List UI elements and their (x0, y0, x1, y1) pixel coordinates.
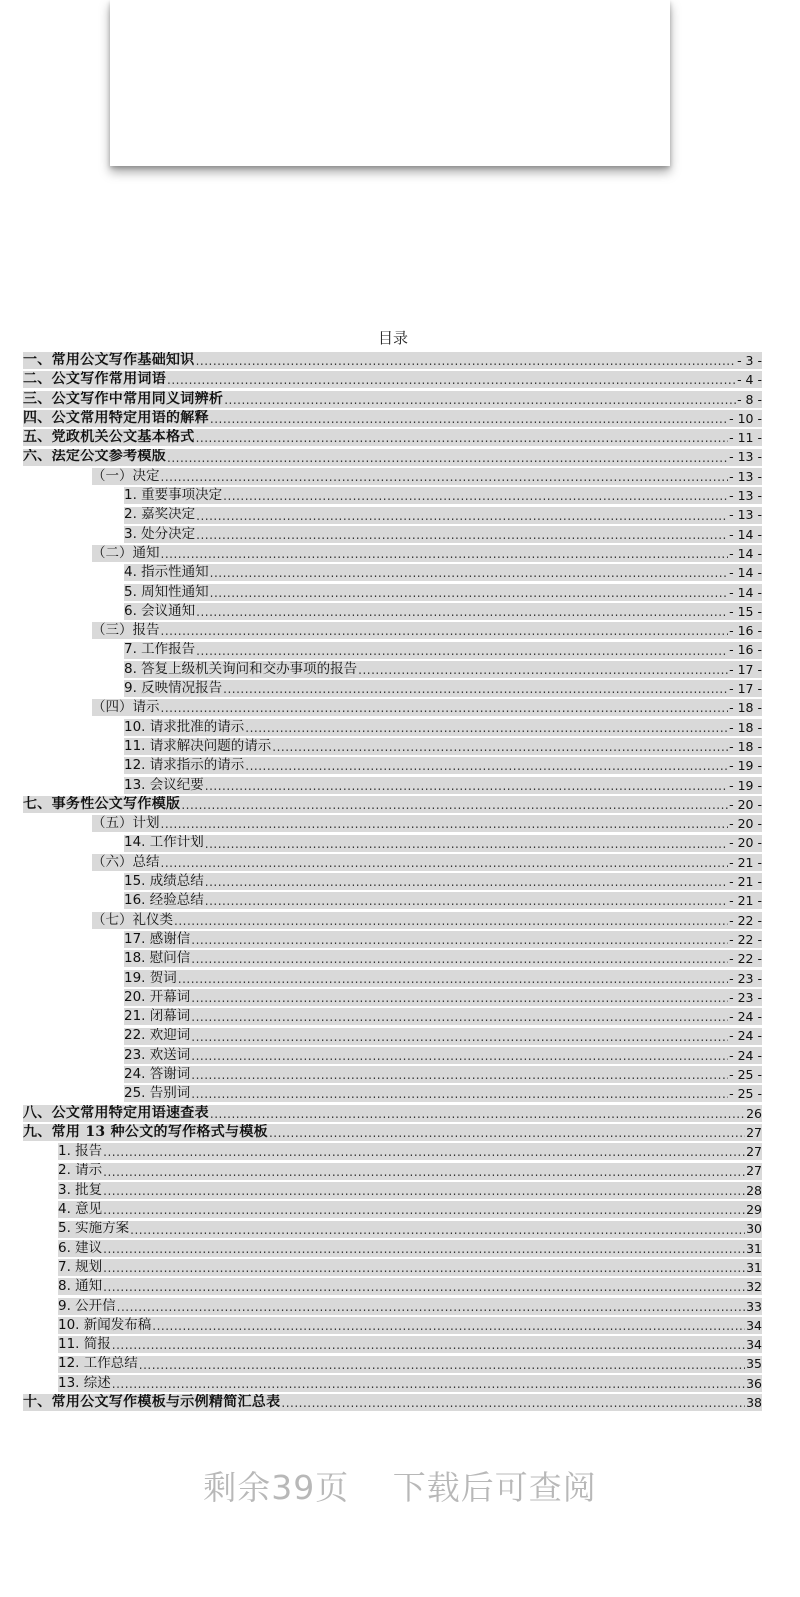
toc-leader-dots (205, 777, 728, 794)
toc-leader-dots (161, 622, 729, 639)
toc-entry-highlight (23, 1394, 762, 1411)
toc-entry[interactable] (0, 1123, 800, 1142)
toc-entry-page: 31 (746, 1259, 762, 1275)
toc-entry[interactable] (0, 776, 800, 795)
toc-entry[interactable] (0, 1161, 800, 1180)
preview-top-area (0, 0, 800, 310)
toc-leader-dots (205, 892, 728, 909)
toc-entry-page: - 8 - (737, 391, 762, 407)
toc-leader-dots (103, 1278, 745, 1295)
toc-leader-dots (205, 873, 728, 890)
toc-entry-label: 12. 工作总结 (58, 1355, 138, 1372)
toc-entry-page: - 22 - (729, 951, 762, 967)
toc-leader-dots (191, 950, 728, 967)
toc-entry-page: - 16 - (729, 642, 762, 658)
toc-entry-label: （七）礼仪类 (92, 911, 173, 928)
toc-entry-page: - 15 - (729, 603, 762, 619)
toc-leader-dots (196, 507, 728, 524)
toc-entry-highlight (124, 950, 762, 967)
toc-entry-label: 3. 处分决定 (124, 525, 196, 542)
toc-entry[interactable] (0, 1277, 800, 1296)
toc-leader-dots (174, 912, 728, 929)
toc-entry-highlight (124, 1085, 762, 1102)
toc-leader-dots (152, 1317, 745, 1334)
toc-entry[interactable] (0, 1142, 800, 1161)
toc-entry-label: （三）报告 (92, 622, 160, 639)
toc-entry[interactable] (0, 756, 800, 775)
toc-entry-page: - 10 - (729, 410, 762, 426)
toc-leader-dots (245, 719, 728, 736)
toc-entry-page: - 21 - (729, 893, 762, 909)
toc-entry-highlight (124, 873, 762, 890)
toc-leader-dots (139, 1356, 745, 1373)
toc-entry-label: 12. 请求指示的请示 (124, 757, 245, 774)
toc-entry-highlight (58, 1201, 762, 1218)
toc-entry-page: - 14 - (729, 565, 762, 581)
toc-entry-label: 十、常用公文写作模板与示例精简汇总表 (23, 1394, 281, 1411)
toc-entry[interactable] (0, 370, 800, 389)
toc-entry[interactable] (0, 467, 800, 486)
toc-entry-highlight (58, 1240, 762, 1257)
toc-entry-page: - 18 - (729, 700, 762, 716)
toc-entry-label: 1. 重要事项决定 (124, 487, 223, 504)
toc-entry[interactable] (0, 1393, 800, 1412)
toc-leader-dots (161, 468, 729, 485)
toc-entry-label: 22. 欢迎词 (124, 1027, 191, 1044)
toc-entry[interactable] (0, 679, 800, 698)
toc-leader-dots (272, 738, 728, 755)
toc-leader-dots (103, 1259, 745, 1276)
toc-entry-label: 4. 指示性通知 (124, 564, 209, 581)
toc-entry[interactable] (0, 1065, 800, 1084)
download-to-view-text[interactable]: 下载后可查阅 (392, 1468, 597, 1507)
toc-leader-dots (196, 429, 729, 446)
toc-entry[interactable] (0, 505, 800, 524)
toc-entry[interactable] (0, 833, 800, 852)
toc-entry[interactable] (0, 1026, 800, 1045)
toc-entry-highlight (58, 1163, 762, 1180)
toc-entry-page: - 16 - (729, 623, 762, 639)
toc-entry-highlight (23, 449, 762, 466)
toc-entry[interactable] (0, 447, 800, 466)
toc-leader-dots (224, 391, 736, 408)
previous-page-preview (110, 0, 670, 166)
toc-entry-page: - 17 - (729, 661, 762, 677)
toc-entry[interactable] (0, 486, 800, 505)
toc-entry-page: - 18 - (729, 719, 762, 735)
toc-entry-highlight (23, 410, 762, 427)
toc-entry[interactable] (0, 1200, 800, 1219)
toc-entry[interactable] (0, 949, 800, 968)
toc-leader-dots (196, 526, 728, 543)
toc-leader-dots (117, 1298, 745, 1315)
toc-entry-label: 2. 嘉奖决定 (124, 506, 196, 523)
toc-entry-label: 19. 贺词 (124, 969, 177, 986)
toc-leader-dots (210, 410, 728, 427)
toc-leader-dots (103, 1201, 745, 1218)
toc-entry-page: - 4 - (737, 372, 762, 388)
toc-entry-label: 14. 工作计划 (124, 834, 204, 851)
toc-entry-page: - 20 - (729, 835, 762, 851)
toc-entry-label: 9. 反映情况报告 (124, 680, 223, 697)
toc-entry-label: 21. 闭幕词 (124, 1008, 191, 1025)
toc-entry-page: - 22 - (729, 912, 762, 928)
toc-entry[interactable] (0, 1297, 800, 1316)
toc-entry-highlight (92, 545, 762, 562)
toc-leader-dots (112, 1375, 745, 1392)
toc-entry-label: 15. 成绩总结 (124, 873, 204, 890)
toc-entry-page: - 24 - (729, 1047, 762, 1063)
toc-entry-label: 七、事务性公文写作模版 (23, 795, 181, 812)
toc-entry-page: - 23 - (729, 989, 762, 1005)
toc-entry-label: 1. 报告 (58, 1143, 103, 1160)
toc-entry-highlight (124, 507, 762, 524)
toc-leader-dots (210, 584, 728, 601)
toc-entry-highlight (124, 661, 762, 678)
toc-entry-label: 13. 综述 (58, 1374, 111, 1391)
toc-leader-dots (191, 989, 728, 1006)
toc-entry-page: - 19 - (729, 758, 762, 774)
toc-leader-dots (191, 1008, 728, 1025)
toc-entry-highlight (58, 1336, 762, 1353)
toc-leader-dots (281, 1394, 745, 1411)
toc-entry-label: 17. 感谢信 (124, 931, 191, 947)
toc-entry-highlight (124, 892, 762, 909)
toc-entry-page: - 22 - (729, 931, 762, 947)
toc-entry-label: 3. 批复 (58, 1181, 103, 1198)
toc-entry-label: 11. 请求解决问题的请示 (124, 738, 272, 754)
toc-entry-label: 7. 规划 (58, 1259, 103, 1275)
toc-entry-highlight (58, 1317, 762, 1334)
toc-entry[interactable] (0, 640, 800, 659)
toc-leader-dots (167, 449, 728, 466)
toc-entry-label: 16. 经验总结 (124, 892, 204, 909)
remaining-pages-text[interactable]: 剩余39页 (203, 1468, 350, 1507)
toc-leader-dots (167, 371, 736, 388)
toc-entry-highlight (124, 777, 762, 794)
toc-entry-highlight (124, 584, 762, 601)
toc-entry-highlight (124, 526, 762, 543)
toc-entry[interactable] (0, 1104, 800, 1123)
toc-leader-dots (103, 1182, 745, 1199)
toc-entry-highlight (124, 1047, 762, 1064)
toc-entry-label: （六）总结 (92, 853, 160, 870)
toc-leader-dots (191, 1028, 728, 1045)
toc-entry-page: - 13 - (729, 488, 762, 504)
toc-entry-page: - 13 - (729, 468, 762, 484)
toc-entry-highlight (58, 1356, 762, 1373)
toc-entry[interactable] (0, 737, 800, 756)
toc-entry-highlight (58, 1298, 762, 1315)
toc-entry-highlight (124, 1008, 762, 1025)
toc-entry-highlight (92, 699, 762, 716)
toc-entry-label: 五、党政机关公文基本格式 (23, 429, 195, 446)
toc-leader-dots (245, 757, 728, 774)
toc-leader-dots (196, 642, 728, 659)
toc-entry-highlight (124, 1066, 762, 1083)
toc-entry-label: （一）决定 (92, 467, 160, 484)
toc-entry-label: 9. 公开信 (58, 1297, 116, 1314)
toc-entry-label: 6. 建议 (58, 1239, 103, 1256)
toc-leader-dots (191, 1085, 728, 1102)
toc-entry[interactable] (0, 409, 800, 428)
toc-entry-highlight (23, 1105, 762, 1122)
toc-entry-highlight (124, 989, 762, 1006)
toc-entry-highlight (58, 1278, 762, 1295)
toc-entry-page: - 21 - (729, 854, 762, 870)
toc-entry-label: （二）通知 (92, 545, 160, 561)
toc-entry-page: - 20 - (729, 816, 762, 832)
toc-leader-dots (103, 1143, 745, 1160)
toc-entry-highlight (124, 564, 762, 581)
toc-entry[interactable] (0, 602, 800, 621)
toc-entry[interactable] (0, 814, 800, 833)
toc-entry-page: - 13 - (729, 449, 762, 465)
toc-leader-dots (161, 815, 729, 832)
toc-entry-highlight (23, 391, 762, 408)
toc-leader-dots (196, 352, 736, 369)
toc-leader-dots (223, 680, 728, 697)
toc-entry-highlight (124, 931, 762, 948)
toc-entry-page: - 25 - (729, 1066, 762, 1082)
toc-entry-page: 34 (746, 1317, 762, 1333)
toc-entry[interactable] (0, 428, 800, 447)
toc-entry-highlight (92, 468, 762, 485)
toc-entry-highlight (124, 835, 762, 852)
toc-entry-page: 31 (746, 1240, 762, 1256)
toc-entry[interactable] (0, 969, 800, 988)
toc-entry[interactable] (0, 911, 800, 930)
toc-entry-label: 三、公文写作中常用同义词辨析 (23, 390, 224, 407)
toc-entry-label: 23. 欢送词 (124, 1046, 191, 1063)
toc-entry[interactable] (0, 544, 800, 563)
toc-entry-highlight (58, 1182, 762, 1199)
toc-entry-page: 27 (746, 1144, 762, 1160)
toc-leader-dots (210, 564, 728, 581)
toc-entry-page: 34 (746, 1337, 762, 1353)
toc-entry[interactable] (0, 390, 800, 409)
toc-entry-page: - 19 - (729, 777, 762, 793)
toc-entry-label: 6. 会议通知 (124, 603, 196, 619)
toc-entry-page: 30 (746, 1221, 762, 1237)
toc-entry-highlight (92, 815, 762, 832)
toc-entry[interactable] (0, 583, 800, 602)
toc-entry-label: 5. 周知性通知 (124, 583, 209, 600)
download-prompt[interactable] (0, 1462, 800, 1509)
toc-entry-highlight (23, 429, 762, 446)
toc-entry-label: 10. 新闻发布稿 (58, 1316, 152, 1333)
toc-entry-label: 18. 慰问信 (124, 950, 191, 967)
toc-entry-highlight (58, 1259, 762, 1276)
toc-entry[interactable] (0, 621, 800, 640)
toc-entry-label: （五）计划 (92, 815, 160, 832)
toc-entry-highlight (92, 854, 762, 871)
toc-entry-page: 28 (746, 1182, 762, 1198)
toc-entry-page: 29 (746, 1202, 762, 1218)
toc-entry[interactable] (0, 1239, 800, 1258)
toc-entry-page: 33 (746, 1298, 762, 1314)
toc-entry[interactable] (0, 988, 800, 1007)
toc-entry-label: （四）请示 (92, 699, 160, 716)
toc-entry-highlight (124, 680, 762, 697)
toc-entry[interactable] (0, 1258, 800, 1277)
toc-entry-page: - 20 - (729, 796, 762, 812)
toc-leader-dots (205, 835, 728, 852)
toc-entry-page: - 24 - (729, 1028, 762, 1044)
toc-leader-dots (191, 1066, 728, 1083)
toc-leader-dots (358, 661, 728, 678)
toc-entry-label: 4. 意见 (58, 1201, 103, 1218)
toc-leader-dots (103, 1240, 745, 1257)
toc-leader-dots (196, 603, 728, 620)
toc-entry-highlight (124, 719, 762, 736)
toc-entry[interactable] (0, 563, 800, 582)
toc-entry-label: 8. 答复上级机关询问和交办事项的报告 (124, 660, 358, 677)
toc-entry[interactable] (0, 351, 800, 370)
toc-title: 目录 (377, 329, 408, 347)
toc-entry-page: 27 (746, 1163, 762, 1179)
toc-entry-highlight (92, 622, 762, 639)
toc-entry[interactable] (0, 795, 800, 814)
toc-entry-page: 27 (746, 1124, 762, 1140)
toc-entry-highlight (124, 642, 762, 659)
toc-entry-label: 11. 简报 (58, 1336, 111, 1353)
toc-entry[interactable] (0, 891, 800, 910)
toc-entry-label: 六、法定公文参考模版 (23, 448, 166, 465)
toc-entry-page: - 21 - (729, 874, 762, 890)
toc-leader-dots (161, 854, 729, 871)
toc-entry[interactable] (0, 660, 800, 679)
toc-entry[interactable] (0, 1316, 800, 1335)
toc-entry[interactable] (0, 1084, 800, 1103)
toc-leader-dots (269, 1124, 745, 1141)
toc-entry-label: 八、公文常用特定用语速查表 (23, 1104, 209, 1121)
toc-leader-dots (181, 796, 728, 813)
toc-entry-highlight (58, 1375, 762, 1392)
toc-entry-label: 13. 会议纪要 (124, 776, 204, 793)
toc-leader-dots (161, 545, 729, 562)
toc-entry-page: - 13 - (729, 507, 762, 523)
toc-entry-page: - 11 - (729, 430, 762, 446)
toc-entry-label: 一、常用公文写作基础知识 (23, 352, 195, 368)
toc-entry[interactable] (0, 930, 800, 949)
toc-entry[interactable] (0, 1007, 800, 1026)
toc-entry-label: 7. 工作报告 (124, 641, 196, 658)
toc-entry-label: 10. 请求批准的请示 (124, 718, 245, 735)
toc-entry-page: 38 (746, 1395, 762, 1411)
toc-entry-highlight (124, 738, 762, 755)
toc-entry-highlight (92, 912, 762, 929)
toc-entry-label: 2. 请示 (58, 1162, 103, 1179)
toc-entry-page: - 18 - (729, 738, 762, 754)
toc-entry-page: - 24 - (729, 1009, 762, 1025)
toc-entry-page: - 25 - (729, 1086, 762, 1102)
toc-entry[interactable] (0, 1181, 800, 1200)
toc-entry-page: - 14 - (729, 584, 762, 600)
toc-leader-dots (191, 1047, 728, 1064)
toc-entry[interactable] (0, 1046, 800, 1065)
toc-entry-page: 35 (746, 1356, 762, 1372)
toc-leader-dots (130, 1221, 745, 1238)
toc-leader-dots (112, 1336, 745, 1353)
toc-entry[interactable] (0, 853, 800, 872)
toc-entry[interactable] (0, 1354, 800, 1373)
toc-entry-label: 25. 告别词 (124, 1085, 191, 1102)
toc-entry-label: 四、公文常用特定用语的解释 (23, 410, 209, 426)
toc-entry[interactable] (0, 698, 800, 717)
toc-entry-page: - 3 - (737, 353, 762, 368)
toc-entry-highlight (124, 487, 762, 504)
table-of-contents (0, 351, 800, 1412)
toc-entry-label: 24. 答谢词 (124, 1066, 191, 1082)
toc-entry-page: 32 (746, 1279, 762, 1295)
toc-leader-dots (210, 1105, 745, 1122)
toc-entry-highlight (124, 757, 762, 774)
toc-leader-dots (223, 487, 728, 504)
toc-leader-dots (191, 931, 728, 948)
toc-entry-highlight (58, 1221, 762, 1238)
toc-entry[interactable] (0, 718, 800, 737)
toc-leader-dots (161, 699, 729, 716)
toc-entry-highlight (124, 603, 762, 620)
toc-entry[interactable] (0, 1374, 800, 1393)
toc-entry-label: 九、常用 13 种公文的写作格式与模板 (23, 1124, 268, 1140)
toc-entry-page: - 17 - (729, 681, 762, 697)
toc-entry-page: - 23 - (729, 970, 762, 986)
toc-entry[interactable] (0, 1219, 800, 1238)
toc-entry-page: - 14 - (729, 545, 762, 561)
toc-leader-dots (178, 970, 728, 987)
toc-entry-page: 36 (746, 1375, 762, 1391)
toc-entry-label: 二、公文写作常用词语 (23, 371, 166, 388)
toc-entry-label: 5. 实施方案 (58, 1220, 130, 1237)
toc-entry-highlight (124, 970, 762, 987)
toc-leader-dots (103, 1163, 745, 1180)
toc-entry-highlight (23, 371, 762, 388)
toc-entry-page: - 14 - (729, 526, 762, 542)
toc-entry-highlight (23, 796, 762, 813)
toc-entry-highlight (58, 1143, 762, 1160)
toc-entry[interactable] (0, 1335, 800, 1354)
toc-entry-highlight (23, 1124, 762, 1141)
toc-entry-page: 26 (746, 1105, 762, 1121)
toc-entry-highlight (23, 352, 762, 369)
toc-entry-label: 8. 通知 (58, 1278, 103, 1295)
toc-entry-label: 20. 开幕词 (124, 988, 191, 1005)
toc-entry[interactable] (0, 525, 800, 544)
toc-entry-highlight (124, 1028, 762, 1045)
toc-entry[interactable] (0, 872, 800, 891)
